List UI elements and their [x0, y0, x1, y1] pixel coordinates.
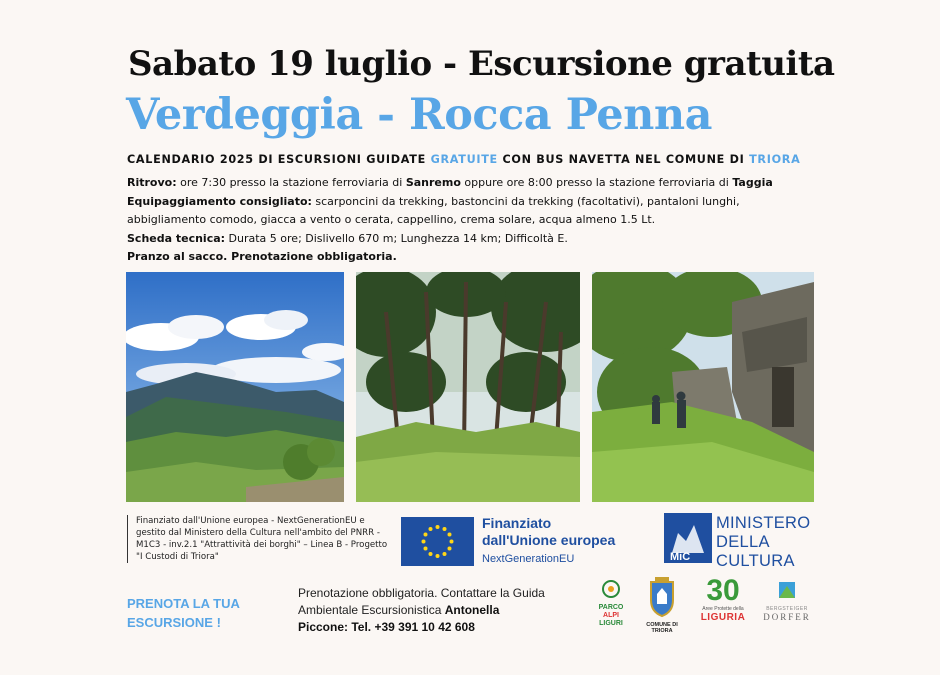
contact-phone: Piccone: Tel. +39 391 10 42 608 — [298, 620, 475, 634]
eu-funding-label — [482, 515, 615, 549]
meeting-label: Ritrovo: — [127, 176, 177, 189]
parco-line-1: PARCO — [598, 604, 624, 611]
berg-line-2: DORFER — [763, 612, 811, 622]
coat-of-arms-icon — [637, 576, 687, 618]
aree-line-1: Aree Protette della — [702, 606, 744, 612]
photo-mountain-landscape — [126, 272, 344, 502]
ministry-culture-label — [716, 514, 810, 571]
photo-pine-forest — [356, 272, 580, 502]
comune-label: COMUNE DI TRIORA — [646, 622, 678, 634]
mic-line-3: CULTURA — [716, 552, 795, 570]
event-details — [127, 174, 817, 267]
technical-sheet — [127, 230, 817, 249]
calendar-middle: CON BUS NAVETTA NEL COMUNE DI — [502, 153, 745, 166]
book-cta: PRENOTA LA TUA ESCURSIONE ! — [127, 596, 240, 630]
comune-triora-logo — [637, 576, 687, 632]
lunch-note — [127, 248, 817, 267]
technical-label: Scheda tecnica: — [127, 231, 226, 245]
mic-line-2: DELLA — [716, 533, 770, 551]
next-generation-eu: NextGenerationEU — [482, 553, 575, 565]
route-title: Verdeggia - Rocca Penna — [126, 90, 713, 140]
calendar-subtitle — [127, 153, 800, 166]
ministry-culture-logo-icon — [664, 513, 712, 563]
berg-line-1: BERGSTEIGER — [766, 606, 808, 612]
equipment-label: Equipaggiamento consigliato: — [127, 194, 312, 208]
calendar-highlight-free: GRATUITE — [430, 153, 498, 166]
parco-line-2: ALPI — [603, 612, 619, 619]
parco-alpi-liguri-logo — [591, 578, 631, 630]
parco-line-3: LIGURI — [599, 620, 623, 627]
contact-text: Prenotazione obbligatoria. Contattare la Guida Ambientale Escursionistica — [298, 586, 545, 617]
mic-badge-text: MiC — [670, 551, 691, 563]
meeting-text-1: ore 7:30 presso la stazione ferroviaria di — [176, 176, 406, 189]
contact-name: Antonella — [444, 603, 500, 617]
eu-line-1: Finanziato — [482, 515, 552, 531]
photo-hikers-ruins — [592, 272, 814, 502]
contact-info — [298, 585, 568, 636]
calendar-highlight-triora: TRIORA — [749, 153, 801, 166]
calendar-prefix: CALENDARIO 2025 DI ESCURSIONI GUIDATE — [127, 153, 426, 166]
funding-statement: Finanziato dall'Unione europea - NextGenerationEU e gestito dal Ministero della Cultura nell'ambito del PNRR - M1C3 - inv.2.1 "Attrattività dei borghi" – Linea B - Progetto "I Custodi di Triora" — [127, 515, 391, 563]
liguria-label: LIGURIA — [700, 612, 746, 623]
equipment — [127, 193, 817, 230]
parco-flower-icon — [591, 578, 631, 600]
equipment-text: scarponcini da trekking, bastoncini da trekking (facoltativi), pantaloni lunghi, abbigliamento comodo, giacca a vento o cerata, cappellino, crema solare, acqua almeno 1.5 Lt. — [127, 194, 740, 226]
mountain-emblem-icon — [760, 580, 814, 602]
lunch-text: Pranzo al sacco. Prenotazione obbligatoria. — [127, 250, 397, 263]
meeting-place-sanremo: Sanremo — [405, 176, 461, 189]
mic-line-1: MINISTERO — [716, 514, 811, 532]
meeting-place-taggia: Taggia — [732, 176, 773, 189]
aree-protette-liguria-logo — [696, 576, 750, 630]
event-date-title: Sabato 19 luglio - Escursione gratuita — [128, 44, 835, 84]
meeting-text-2: oppure ore 8:00 presso la stazione ferroviaria di — [460, 176, 733, 189]
technical-text: Durata 5 ore; Dislivello 670 m; Lunghezza 14 km; Difficoltà E. — [225, 231, 568, 245]
anniversary-30: 30 — [706, 574, 740, 607]
bergsteigerdorfer-logo — [760, 580, 814, 630]
eu-line-2: dall'Unione europea — [482, 532, 616, 548]
meeting-point — [127, 174, 817, 193]
eu-flag-icon — [401, 517, 474, 566]
